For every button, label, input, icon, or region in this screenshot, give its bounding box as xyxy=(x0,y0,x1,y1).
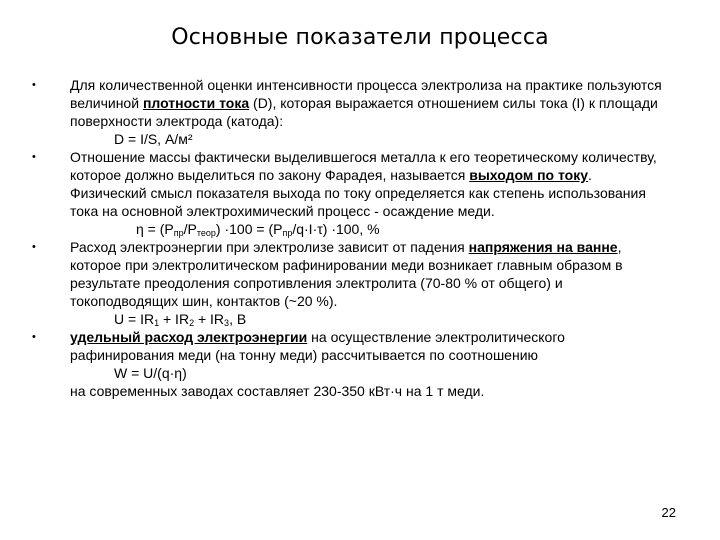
text-fragment: Расход электроэнергии при электролизе зависит от падения xyxy=(70,239,469,255)
formula-specific-energy: W = U/(q·η) xyxy=(114,365,187,381)
formula-part: /P xyxy=(183,221,197,237)
bullet-current-efficiency xyxy=(0,148,670,238)
paragraph-energy-range: на современных заводах составляет 230-350 кВт·ч на 1 т меди. xyxy=(70,383,485,399)
formula-subscript: 1 xyxy=(154,318,160,328)
formula-subscript: пр xyxy=(173,228,184,238)
bullet-specific-energy xyxy=(0,328,670,400)
formula-current-density: D = I/S, А/м² xyxy=(114,131,193,147)
formula-subscript: пр xyxy=(282,228,293,238)
paragraph-bath-voltage xyxy=(70,238,670,310)
paragraph-current-efficiency xyxy=(70,148,670,220)
formula-part: + IR xyxy=(159,311,190,327)
formula-part: U = IR xyxy=(114,311,155,327)
bullet-marker: • xyxy=(32,151,36,163)
bullet-marker: • xyxy=(32,331,36,343)
paragraph-specific-energy xyxy=(70,328,670,364)
formula-part: , В xyxy=(229,311,247,327)
text-fragment: . Физический смысл показателя выхода по току определяется как степень использования тока на основной электрохимический процесс - осаждение меди. xyxy=(70,167,646,219)
bullet-marker: • xyxy=(32,79,36,91)
text-fragment: , которое при электролитическом рафинировании меди возникает главным образом в результате преодоления сопротивления электролита (70-80 % от общего) и токоподводящих шин, контактов (~20 %). xyxy=(70,239,623,309)
formula-bath-voltage xyxy=(70,310,670,328)
slide-title: Основные показатели процесса xyxy=(171,25,549,50)
formula-part: + IR xyxy=(194,311,225,327)
term-bath-voltage: напряжения на ванне xyxy=(468,239,618,255)
text-fragment: Отношение массы фактически выделившегося металла к его теоретическому количеству, которое должно выделиться по закону Фарадея, называется xyxy=(70,149,657,183)
formula-current-efficiency xyxy=(70,220,670,238)
bullet-bath-voltage xyxy=(0,238,670,328)
text-fragment: Для количественной оценки интенсивности процесса электролиза на практике пользуются величиной xyxy=(70,77,662,111)
term-current-efficiency: выходом по току xyxy=(469,167,588,183)
formula-part: ) ·100 = (P xyxy=(215,221,283,237)
bullet-marker: • xyxy=(32,241,36,253)
formula-part: η = (P xyxy=(136,221,174,237)
slide-body xyxy=(0,76,720,400)
formula-part: /q·I·τ) ·100, % xyxy=(292,221,380,237)
formula-subscript: 3 xyxy=(224,318,230,328)
term-current-density: плотности тока xyxy=(142,95,250,111)
bullet-current-density xyxy=(0,76,670,148)
paragraph-current-density xyxy=(70,76,670,130)
page-number: 22 xyxy=(661,505,676,520)
text-fragment: (D), которая выражается отношением силы тока (I) к площади поверхности электрода (катода): xyxy=(70,95,658,129)
formula-subscript: 2 xyxy=(189,318,195,328)
text-fragment: на осуществление электролитического рафинирования меди (на тонну меди) рассчитывается по соотношению xyxy=(70,329,565,363)
formula-subscript: теор xyxy=(196,228,216,238)
term-specific-energy: удельный расход электроэнергии xyxy=(70,329,308,345)
